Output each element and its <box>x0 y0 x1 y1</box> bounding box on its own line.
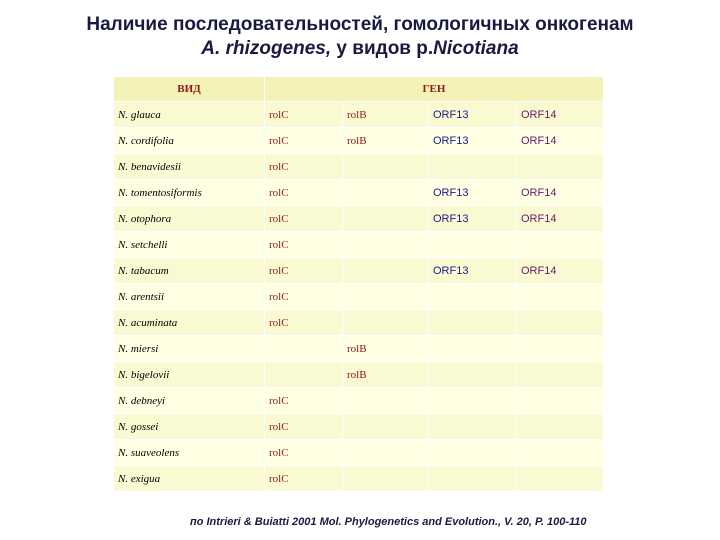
table-row <box>114 440 604 466</box>
species-cell: N. benavidesii <box>114 154 265 180</box>
species-cell: N. bigelovii <box>114 362 265 388</box>
gene-rolc-cell: rolC <box>265 206 343 232</box>
gene-orf13-cell <box>429 336 517 362</box>
gene-rolb-cell <box>343 258 429 284</box>
table-row <box>114 102 604 128</box>
table-row <box>114 388 604 414</box>
gene-rolb-cell: rolB <box>343 102 429 128</box>
gene-orf14-cell <box>517 362 604 388</box>
species-cell: N. tabacum <box>114 258 265 284</box>
table-row <box>114 232 604 258</box>
gene-rolb-cell <box>343 206 429 232</box>
table-row <box>114 336 604 362</box>
gene-orf13-cell <box>429 310 517 336</box>
gene-rolb-cell <box>343 232 429 258</box>
gene-rolc-cell: rolC <box>265 440 343 466</box>
gene-orf14-cell: ORF14 <box>517 206 604 232</box>
gene-rolc-cell: rolC <box>265 128 343 154</box>
gene-orf14-cell: ORF14 <box>517 180 604 206</box>
gene-rolc-cell: rolC <box>265 102 343 128</box>
gene-rolc-cell: rolC <box>265 388 343 414</box>
gene-rolb-cell <box>343 414 429 440</box>
table-row <box>114 180 604 206</box>
gene-rolb-cell <box>343 284 429 310</box>
gene-orf14-cell <box>517 284 604 310</box>
gene-orf14-cell <box>517 414 604 440</box>
gene-orf13-cell <box>429 414 517 440</box>
table-row <box>114 154 604 180</box>
table-row <box>114 206 604 232</box>
species-cell: N. gossei <box>114 414 265 440</box>
table-header-row <box>114 77 604 102</box>
gene-rolb-cell <box>343 388 429 414</box>
species-cell: N. setchelli <box>114 232 265 258</box>
gene-orf13-cell <box>429 440 517 466</box>
gene-orf13-cell: ORF13 <box>429 102 517 128</box>
gene-rolb-cell: rolB <box>343 128 429 154</box>
gene-orf13-cell: ORF13 <box>429 206 517 232</box>
gene-orf14-cell <box>517 310 604 336</box>
gene-rolb-cell: rolB <box>343 336 429 362</box>
gene-orf14-cell <box>517 336 604 362</box>
gene-orf14-cell: ORF14 <box>517 102 604 128</box>
gene-rolc-cell: rolC <box>265 414 343 440</box>
gene-orf13-cell <box>429 154 517 180</box>
gene-rolc-cell: rolC <box>265 310 343 336</box>
species-cell: N. arentsii <box>114 284 265 310</box>
gene-orf13-cell: ORF13 <box>429 180 517 206</box>
gene-orf13-cell <box>429 284 517 310</box>
gene-orf13-cell <box>429 388 517 414</box>
subtitle-text: у видов р. <box>331 38 434 59</box>
gene-rolb-cell: rolB <box>343 362 429 388</box>
gene-table <box>113 76 604 492</box>
gene-rolc-cell: rolC <box>265 466 343 492</box>
page-title: Наличие последовательностей, гомологичных онкогенам <box>86 14 634 35</box>
gene-orf14-cell <box>517 388 604 414</box>
gene-rolc-cell: rolC <box>265 154 343 180</box>
gene-rolb-cell <box>343 180 429 206</box>
gene-rolc-cell <box>265 336 343 362</box>
header-genes: ГЕН <box>265 77 604 102</box>
gene-orf13-cell <box>429 362 517 388</box>
table-row <box>114 310 604 336</box>
header-species: ВИД <box>114 77 265 102</box>
gene-orf13-cell <box>429 232 517 258</box>
species-cell: N. exigua <box>114 466 265 492</box>
gene-orf13-cell: ORF13 <box>429 128 517 154</box>
species-cell: N. otophora <box>114 206 265 232</box>
gene-rolb-cell <box>343 154 429 180</box>
gene-orf13-cell: ORF13 <box>429 258 517 284</box>
gene-rolc-cell: rolC <box>265 258 343 284</box>
table-row <box>114 362 604 388</box>
table-row <box>114 284 604 310</box>
gene-orf14-cell <box>517 440 604 466</box>
gene-rolc-cell: rolC <box>265 232 343 258</box>
gene-orf14-cell <box>517 154 604 180</box>
gene-rolb-cell <box>343 310 429 336</box>
table-row <box>114 128 604 154</box>
gene-rolc-cell: rolC <box>265 284 343 310</box>
page-subtitle <box>0 38 720 60</box>
gene-orf14-cell <box>517 466 604 492</box>
gene-orf13-cell <box>429 466 517 492</box>
species-cell: N. miersi <box>114 336 265 362</box>
table-row <box>114 258 604 284</box>
citation: по Intrieri & Buiatti 2001 Mol. Phylogenetics and Evolution., V. 20, P. 100-110 <box>190 516 587 528</box>
species-cell: N. acuminata <box>114 310 265 336</box>
gene-rolb-cell <box>343 466 429 492</box>
gene-orf14-cell: ORF14 <box>517 128 604 154</box>
subtitle-genus: Nicotiana <box>433 38 519 59</box>
species-cell: N. debneyi <box>114 388 265 414</box>
table-row <box>114 466 604 492</box>
gene-rolc-cell: rolC <box>265 180 343 206</box>
table-row <box>114 414 604 440</box>
subtitle-organism: A. rhizogenes, <box>201 38 332 59</box>
species-cell: N. suaveolens <box>114 440 265 466</box>
gene-orf14-cell <box>517 232 604 258</box>
species-cell: N. tomentosiformis <box>114 180 265 206</box>
gene-orf14-cell: ORF14 <box>517 258 604 284</box>
species-cell: N. cordifolia <box>114 128 265 154</box>
species-cell: N. glauca <box>114 102 265 128</box>
gene-rolb-cell <box>343 440 429 466</box>
gene-rolc-cell <box>265 362 343 388</box>
